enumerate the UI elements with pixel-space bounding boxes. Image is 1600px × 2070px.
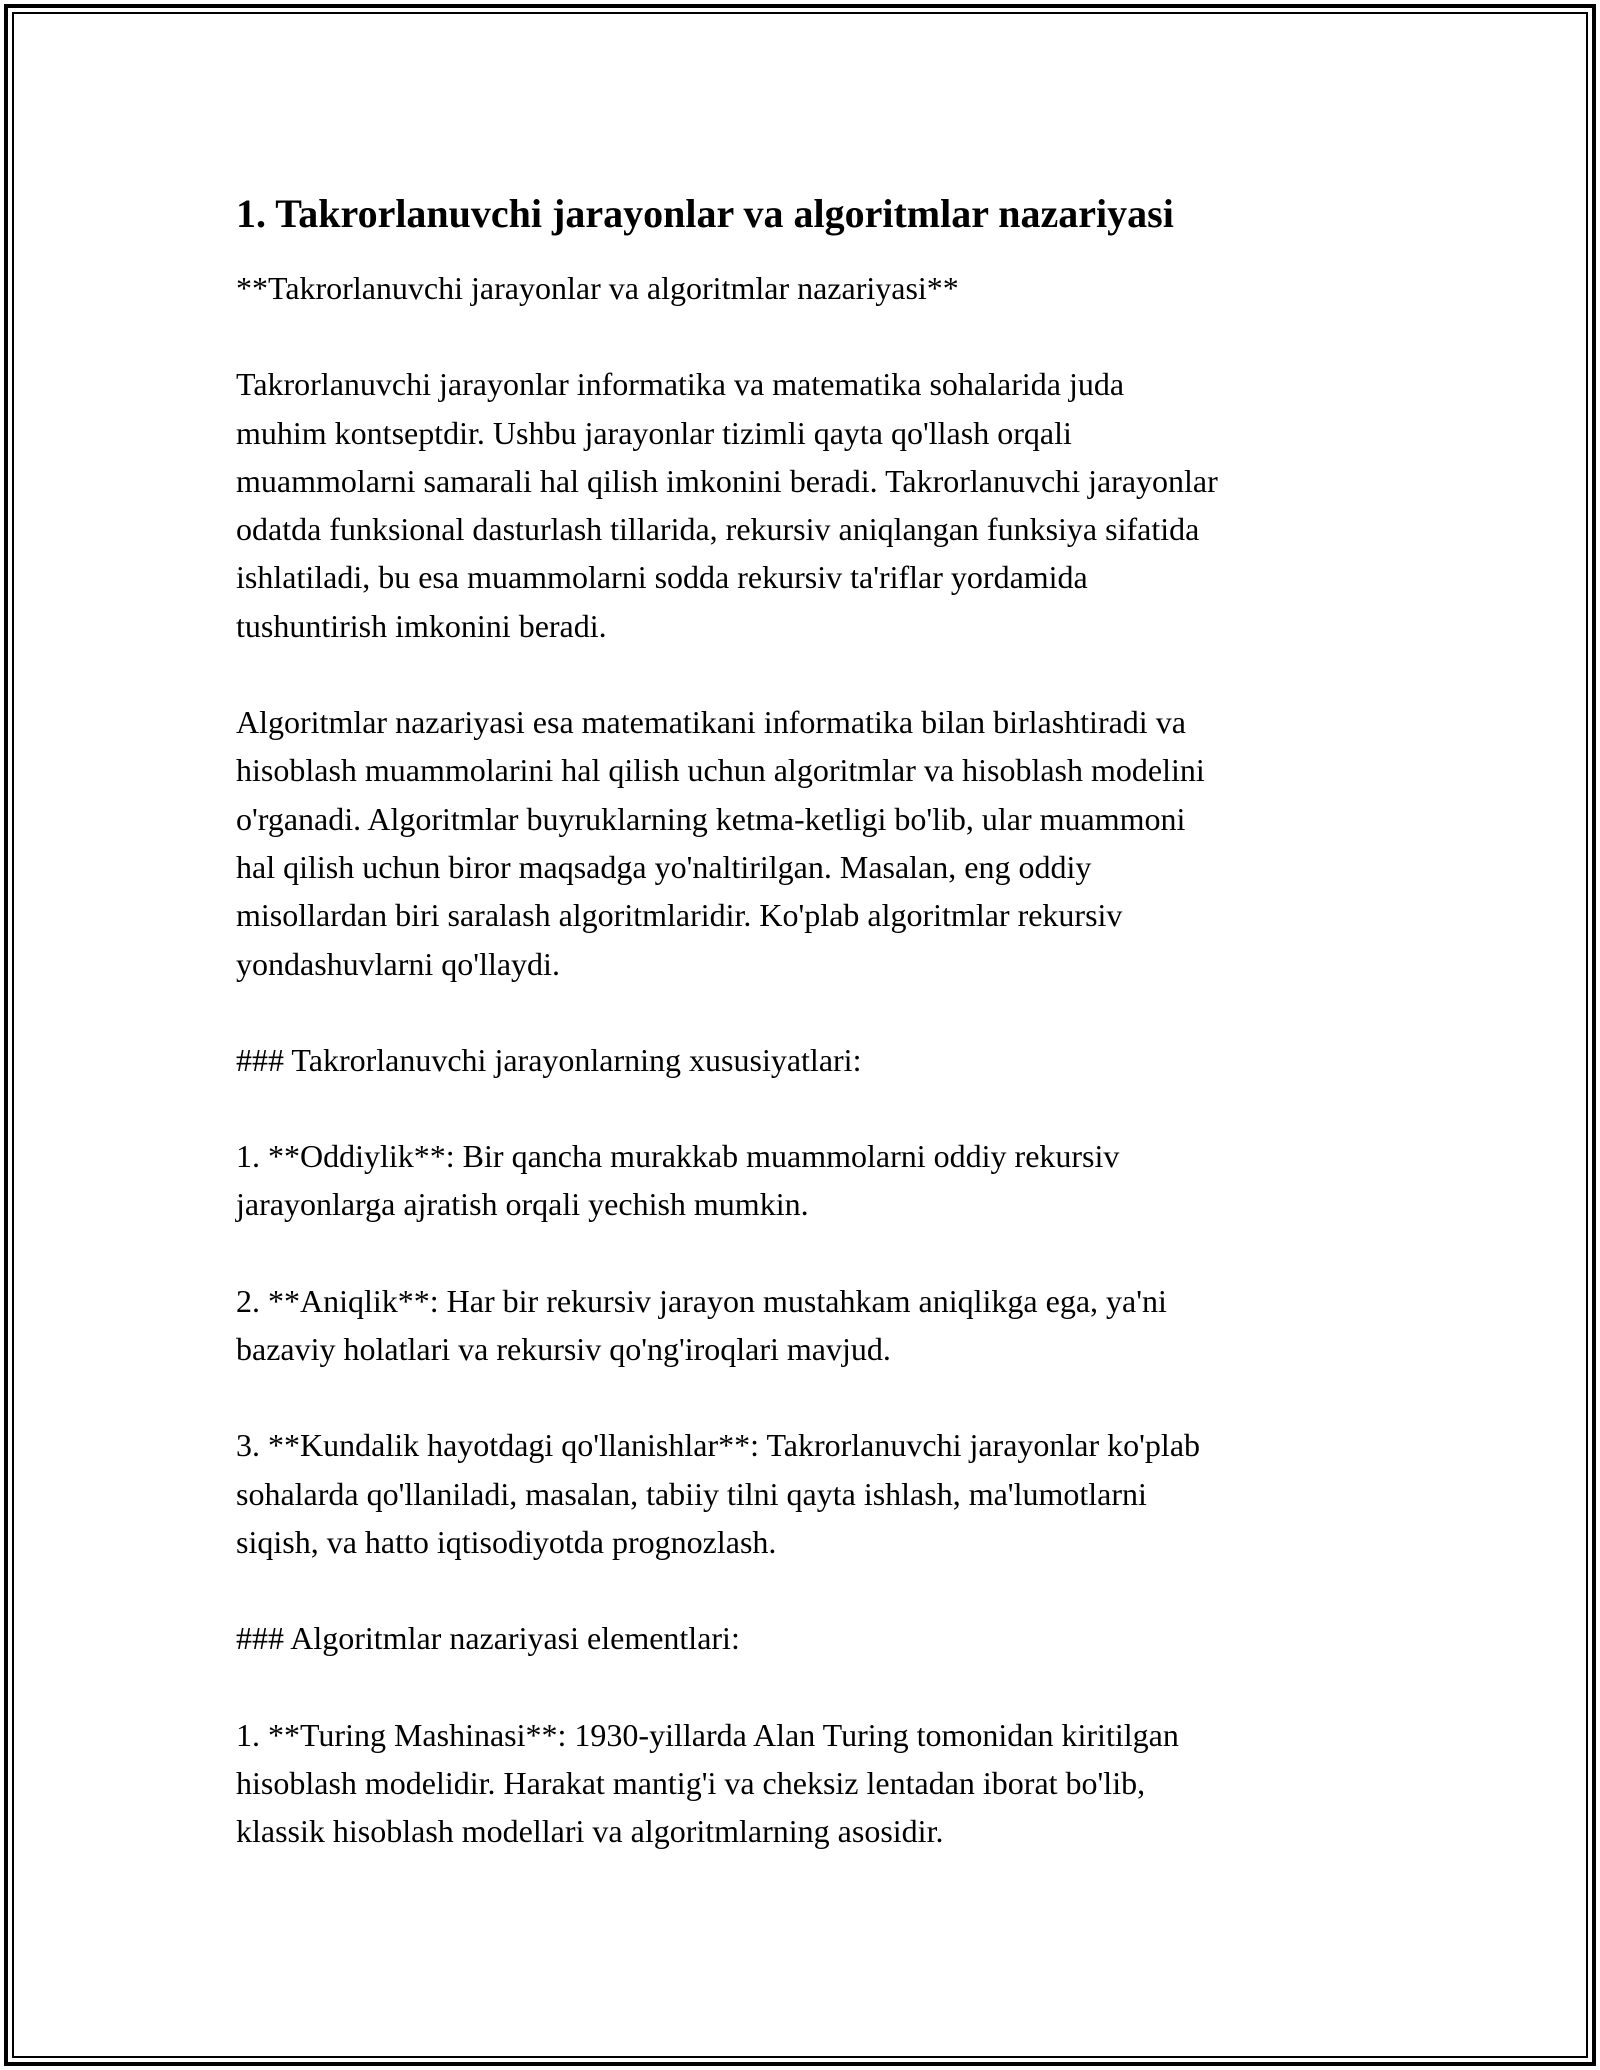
text-line: jarayonlarga ajratish orqali yechish mumkin. <box>236 1186 809 1223</box>
document-body <box>236 188 1376 1903</box>
text-line: tushuntirish imkonini beradi. <box>236 607 607 644</box>
list-item-property-3 <box>236 1421 1376 1566</box>
text-line: yondashuvlarni qo'llaydi. <box>236 945 560 982</box>
section-heading-properties <box>236 1036 1376 1084</box>
text-line: ### Algoritmlar nazariyasi elementlari: <box>236 1620 740 1657</box>
text-line: hisoblash muammolarini hal qilish uchun algoritmlar va hisoblash modelini <box>236 752 1205 789</box>
section-heading-elements <box>236 1614 1376 1662</box>
text-line: ishlatiladi, bu esa muammolarni sodda rekursiv ta'riflar yordamida <box>236 559 1088 596</box>
text-line: misollardan biri saralash algoritmlaridir. Ko'plab algoritmlar rekursiv <box>236 897 1123 934</box>
text-line: 2. **Aniqlik**: Har bir rekursiv jarayon mustahkam aniqlikga ega, ya'ni <box>236 1282 1167 1319</box>
text-line: **Takrorlanuvchi jarayonlar va algoritmlar nazariyasi** <box>236 270 959 306</box>
intro-paragraph <box>236 360 1376 650</box>
subtitle <box>236 264 1376 312</box>
text-line: o'rganadi. Algoritmlar buyruklarning ketma-ketligi bo'lib, ular muammoni <box>236 800 1186 837</box>
list-item-property-2 <box>236 1277 1376 1374</box>
text-line: Algoritmlar nazariyasi esa matematikani informatika bilan birlashtiradi va <box>236 704 1186 741</box>
algorithms-paragraph <box>236 698 1376 988</box>
text-line: siqish, va hatto iqtisodiyotda prognozlash. <box>236 1523 777 1560</box>
text-line: Takrorlanuvchi jarayonlar informatika va matematika sohalarida juda <box>236 366 1125 403</box>
text-line: hal qilish uchun biror maqsadga yo'naltirilgan. Masalan, eng oddiy <box>236 848 1092 885</box>
text-line: klassik hisoblash modellari va algoritmlarning asosidir. <box>236 1813 944 1850</box>
text-line: hisoblash modelidir. Harakat mantig'i va cheksiz lentadan iborat bo'lib, <box>236 1764 1146 1801</box>
text-line: 3. **Kundalik hayotdagi qo'llanishlar**: Takrorlanuvchi jarayonlar ko'plab <box>236 1427 1201 1464</box>
text-line: 1. **Turing Mashinasi**: 1930-yillarda Alan Turing tomonidan kiritilgan <box>236 1716 1179 1753</box>
text-line: bazaviy holatlari va rekursiv qo'ng'iroqlari mavjud. <box>236 1331 891 1368</box>
text-line: ### Takrorlanuvchi jarayonlarning xususiyatlari: <box>236 1041 862 1078</box>
text-line: 1. **Oddiylik**: Bir qancha murakkab muammolarni oddiy rekursiv <box>236 1138 1120 1175</box>
text-line: muhim kontseptdir. Ushbu jarayonlar tizimli qayta qo'llash orqali <box>236 414 1072 451</box>
list-item-element-1 <box>236 1711 1376 1856</box>
text-line: odatda funksional dasturlash tillarida, rekursiv aniqlangan funksiya sifatida <box>236 511 1200 548</box>
list-item-property-1 <box>236 1132 1376 1229</box>
text-line: sohalarda qo'llaniladi, masalan, tabiiy tilni qayta ishlash, ma'lumotlarni <box>236 1475 1147 1512</box>
text-line: muammolarni samarali hal qilish imkonini beradi. Takrorlanuvchi jarayonlar <box>236 462 1218 499</box>
page-title: 1. Takrorlanuvchi jarayonlar va algoritmlar nazariyasi <box>236 191 1174 236</box>
